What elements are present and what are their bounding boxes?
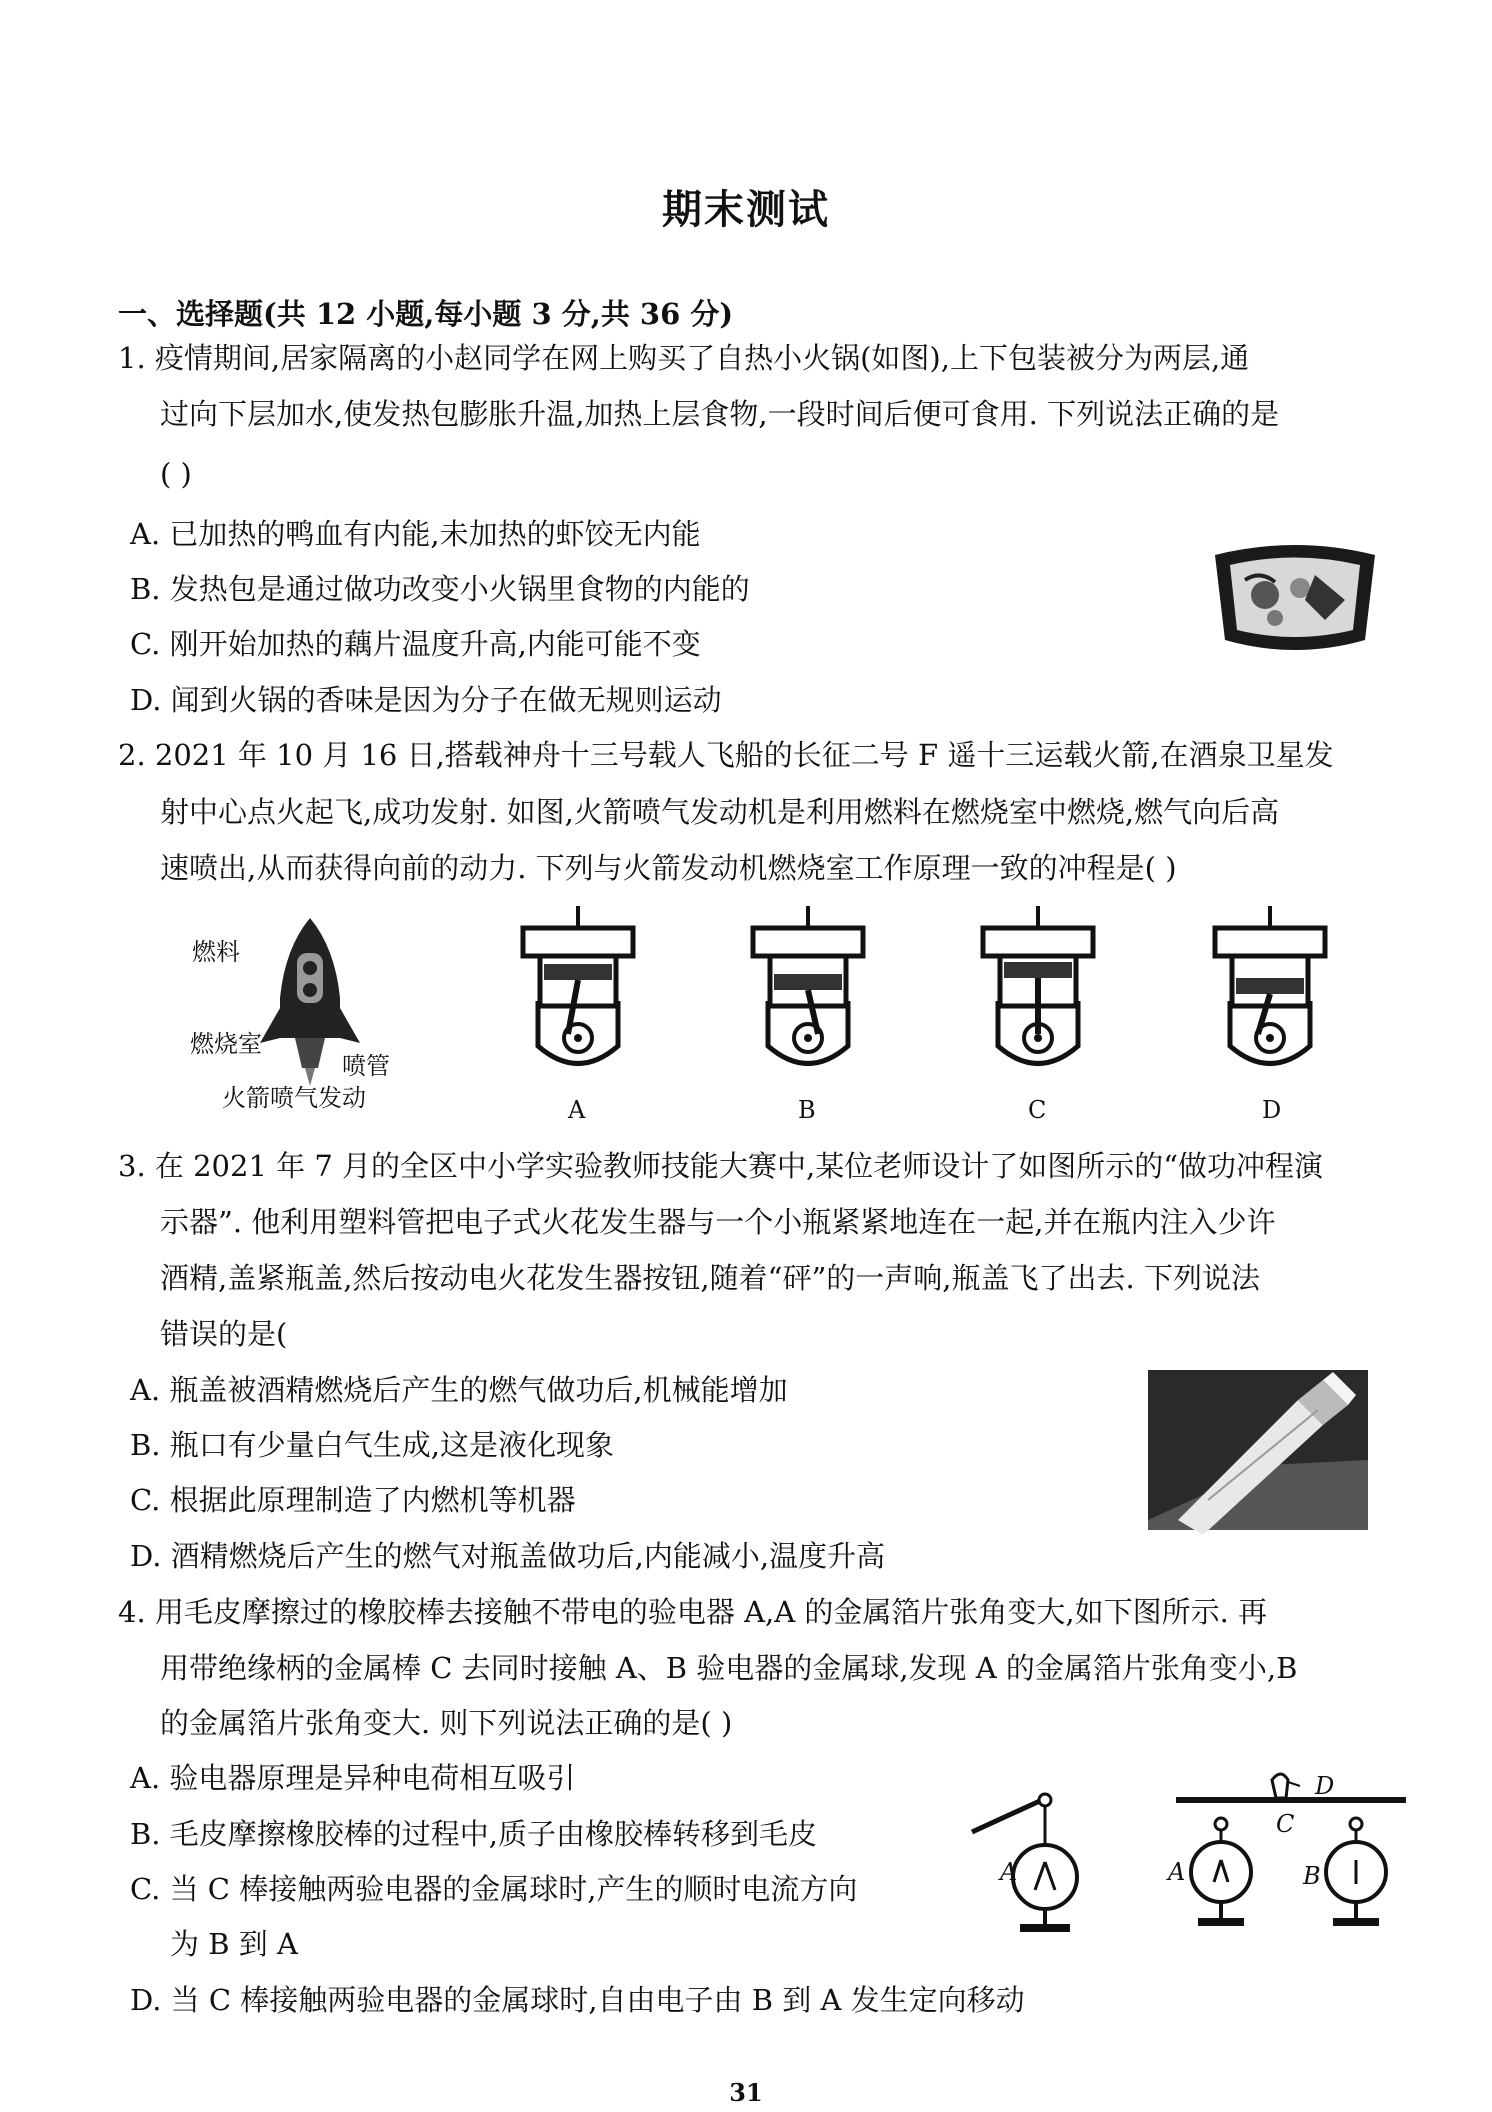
rocket-label-fuel: 燃料 <box>192 938 240 966</box>
q4-line-3: 的金属箔片张角变大. 则下列说法正确的是( ) <box>160 1706 733 1740</box>
q3-option-c: C. 根据此原理制造了内燃机等机器 <box>130 1483 576 1517</box>
fig-label-b: B <box>1303 1862 1321 1890</box>
q3-option-d: D. 酒精燃烧后产生的燃气对瓶盖做功后,内能减小,温度升高 <box>130 1539 886 1573</box>
engine-label-a: A <box>568 1096 586 1124</box>
electroscope-ab-figure <box>1176 1760 1406 1940</box>
electroscope-a-figure <box>970 1792 1090 1942</box>
rocket-label-chamber: 燃烧室 <box>190 1030 262 1058</box>
q4-line-2: 用带绝缘柄的金属棒 C 去同时接触 A、B 验电器的金属球,发现 A 的金属箔片张角变小,B <box>160 1651 1298 1685</box>
engine-a-diagram <box>518 906 638 1076</box>
fig-label-c: C <box>1276 1810 1295 1838</box>
q4-option-c-cont: 为 B 到 A <box>170 1927 298 1961</box>
q1-option-a: A. 已加热的鸭血有内能,未加热的虾饺无内能 <box>130 517 701 551</box>
q3-option-b: B. 瓶口有少量白气生成,这是液化现象 <box>130 1428 614 1462</box>
q2-line-2: 射中心点火起飞,成功发射. 如图,火箭喷气发动机是利用燃料在燃烧室中燃烧,燃气向后高 <box>160 795 1280 829</box>
q4-option-b: B. 毛皮摩擦橡胶棒的过程中,质子由橡胶棒转移到毛皮 <box>130 1817 817 1851</box>
rocket-label-nozzle: 喷管 <box>342 1052 390 1080</box>
engine-label-d: D <box>1262 1096 1282 1124</box>
page-title: 期末测试 <box>662 186 830 233</box>
fig-label-a-right: A <box>1168 1858 1186 1886</box>
q1-line-1: 1. 疫情期间,居家隔离的小赵同学在网上购买了自热小火锅(如图),上下包装被分为两层,通 <box>118 341 1250 375</box>
fig-label-d: D <box>1315 1772 1335 1800</box>
engine-label-b: B <box>798 1096 816 1124</box>
q4-line-1: 4. 用毛皮摩擦过的橡胶棒去接触不带电的验电器 A,A 的金属箔片张角变大,如下图所示. 再 <box>118 1595 1268 1629</box>
bottle-photo <box>1148 1370 1368 1530</box>
q4-option-c: C. 当 C 棒接触两验电器的金属球时,产生的顺时电流方向 <box>130 1872 858 1906</box>
engine-b-diagram <box>748 906 868 1076</box>
q3-line-2: 示器”. 他利用塑料管把电子式火花发生器与一个小瓶紧紧地连在一起,并在瓶内注入少许 <box>160 1205 1276 1239</box>
q4-option-d: D. 当 C 棒接触两验电器的金属球时,自由电子由 B 到 A 发生定向移动 <box>130 1983 1025 2017</box>
q3-line-4: 错误的是( <box>160 1317 288 1351</box>
engine-label-c: C <box>1028 1096 1047 1124</box>
q1-line-3: ( ) <box>160 457 192 491</box>
fig-label-a-left: A <box>1000 1858 1018 1886</box>
page-number: 31 <box>729 2078 763 2107</box>
q3-line-1: 3. 在 2021 年 7 月的全区中小学实验教师技能大赛中,某位老师设计了如图所示的“做功冲程演 <box>118 1149 1324 1183</box>
section-heading: 一、选择题(共 12 小题,每小题 3 分,共 36 分) <box>118 297 734 331</box>
q1-option-d: D. 闻到火锅的香味是因为分子在做无规则运动 <box>130 683 722 717</box>
engine-d-diagram <box>1210 906 1330 1076</box>
q4-option-a: A. 验电器原理是异种电荷相互吸引 <box>130 1761 576 1795</box>
q2-line-1: 2. 2021 年 10 月 16 日,搭载神舟十三号载人飞船的长征二号 F 遥十三运载火箭,在酒泉卫星发 <box>118 738 1334 772</box>
engine-c-diagram <box>978 906 1098 1076</box>
hotpot-image <box>1205 540 1385 660</box>
q2-line-3: 速喷出,从而获得向前的动力. 下列与火箭发动机燃烧室工作原理一致的冲程是( ) <box>160 851 1177 885</box>
q1-option-c: C. 刚开始加热的藕片温度升高,内能可能不变 <box>130 627 701 661</box>
rocket-label-engine: 火箭喷气发动 <box>222 1084 366 1112</box>
q3-line-3: 酒精,盖紧瓶盖,然后按动电火花发生器按钮,随着“砰”的一声响,瓶盖飞了出去. 下列说法 <box>160 1261 1260 1295</box>
q1-line-2: 过向下层加水,使发热包膨胀升温,加热上层食物,一段时间后便可食用. 下列说法正确的是 <box>160 397 1280 431</box>
q3-option-a: A. 瓶盖被酒精燃烧后产生的燃气做功后,机械能增加 <box>130 1373 788 1407</box>
q1-option-b: B. 发热包是通过做功改变小火锅里食物的内能的 <box>130 572 750 606</box>
